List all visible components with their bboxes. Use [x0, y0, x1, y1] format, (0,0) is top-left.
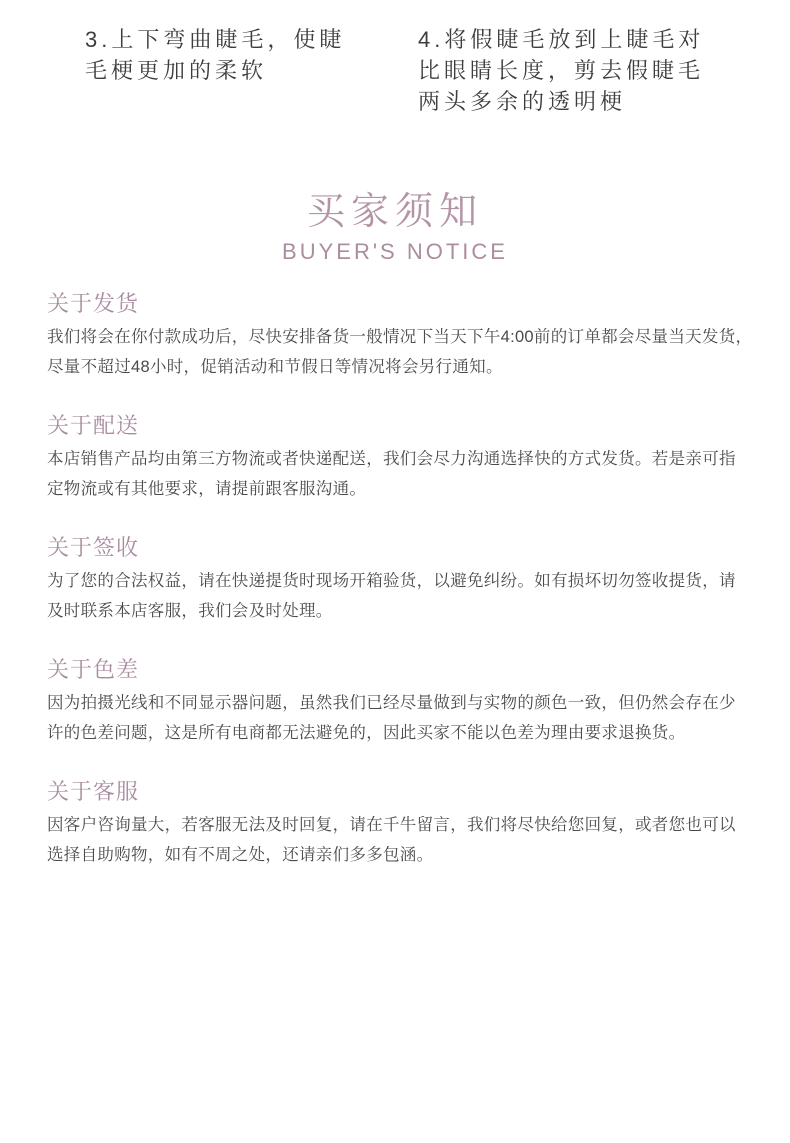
notice-sections — [47, 291, 757, 901]
notice-title-block — [0, 189, 790, 265]
section-color-difference — [47, 657, 757, 748]
section-color-difference-body — [47, 688, 757, 748]
section-customer-service-line-2: 选择自助购物，如有不周之处，还请亲们多多包涵。 — [47, 846, 434, 864]
notice-title-english: BUYER'S NOTICE — [282, 239, 508, 264]
section-shipping-line-1: 我们将会在你付款成功后，尽快安排备货一般情况下当天下午4:00前的订单都会尽量当天发货， — [47, 328, 753, 346]
section-customer-service — [47, 779, 757, 870]
section-delivery-line-2: 定物流或有其他要求，请提前跟客服沟通。 — [47, 480, 367, 498]
instruction-step-3-line-2: 毛梗更加的柔软 — [85, 58, 268, 83]
section-receiving-body — [47, 566, 757, 626]
section-color-difference-heading: 关于色差 — [47, 657, 140, 682]
section-color-difference-line-2: 许的色差问题，这是所有电商都无法避免的，因此买家不能以色差为理由要求退换货。 — [47, 724, 686, 742]
instruction-step-4-line-3: 两头多余的透明梗 — [418, 89, 627, 114]
section-receiving-heading: 关于签收 — [47, 535, 140, 560]
section-receiving-line-1: 为了您的合法权益，请在快递提货时现场开箱验货，以避免纠纷。如有损坏切勿签收提货，请 — [47, 572, 736, 590]
section-customer-service-heading: 关于客服 — [47, 779, 140, 804]
section-delivery-line-1: 本店销售产品均由第三方物流或者快递配送，我们会尽力沟通选择快的方式发货。若是亲可指 — [47, 450, 736, 468]
section-customer-service-line-1: 因客户咨询量大，若客服无法及时回复，请在千牛留言，我们将尽快给您回复，或者您也可以 — [47, 816, 736, 834]
section-receiving — [47, 535, 757, 626]
instruction-step-3 — [85, 24, 345, 86]
section-delivery — [47, 413, 757, 504]
section-receiving-line-2: 及时联系本店客服，我们会及时处理。 — [47, 602, 333, 620]
instruction-step-4-line-1: 4.将假睫毛放到上睫毛对 — [418, 27, 705, 52]
section-shipping-line-2: 尽量不超过48小时，促销活动和节假日等情况将会另行通知。 — [47, 358, 503, 376]
section-shipping-body — [47, 322, 757, 382]
instruction-step-4 — [418, 24, 704, 117]
notice-title-chinese: 买家须知 — [306, 191, 483, 233]
section-delivery-heading: 关于配送 — [47, 413, 140, 438]
instruction-step-3-line-1: 3.上下弯曲睫毛，使睫 — [85, 27, 346, 52]
section-shipping-heading: 关于发货 — [47, 291, 140, 316]
instruction-step-4-line-2: 比眼睛长度，剪去假睫毛 — [418, 58, 705, 83]
section-shipping — [47, 291, 757, 382]
section-color-difference-line-1: 因为拍摄光线和不同显示器问题，虽然我们已经尽量做到与实物的颜色一致，但仍然会存在少 — [47, 694, 736, 712]
section-customer-service-body — [47, 810, 757, 870]
section-delivery-body — [47, 444, 757, 504]
